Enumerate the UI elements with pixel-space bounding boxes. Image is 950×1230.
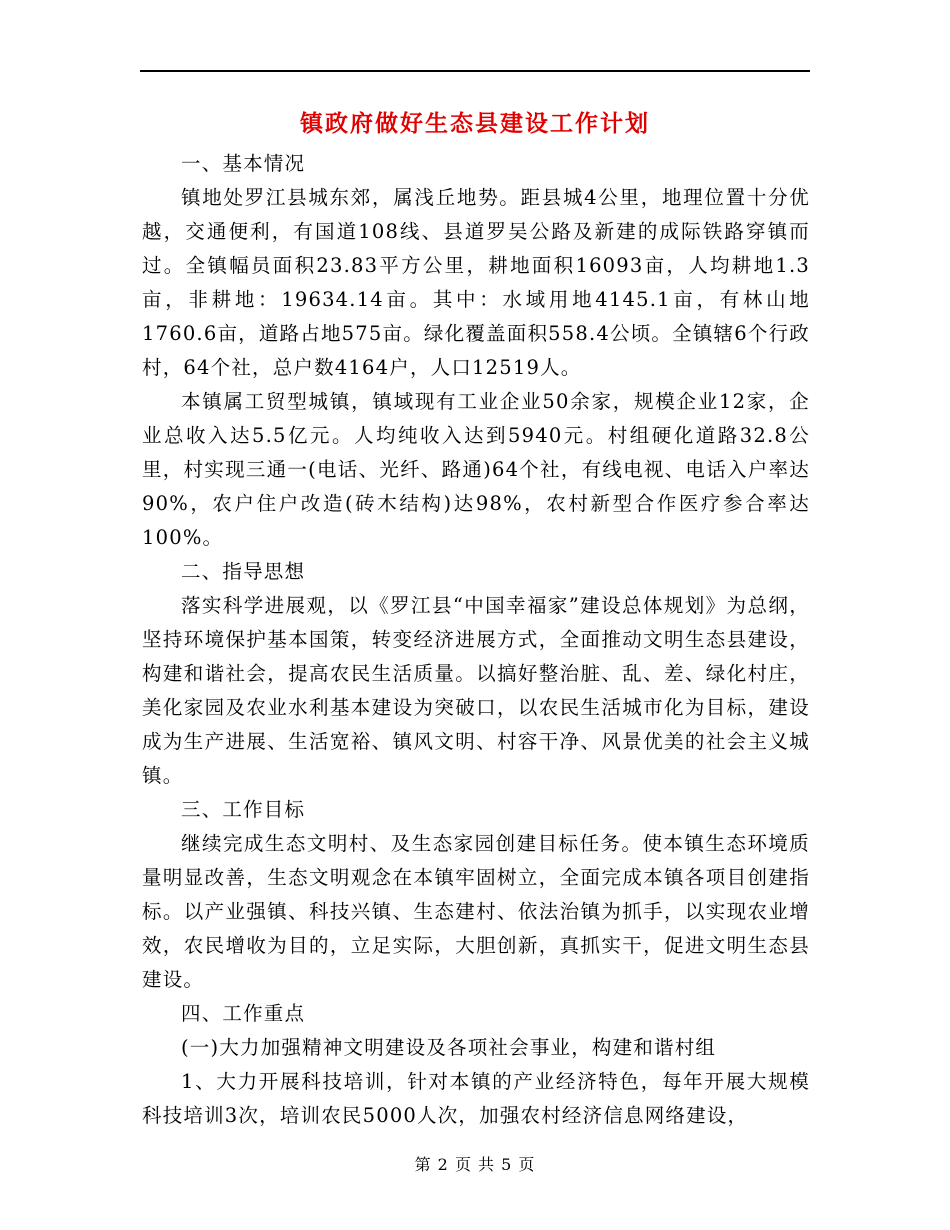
paragraph: 本镇属工贸型城镇，镇域现有工业企业50余家，规模企业12家，企业总收入达5.5亿元。人均纯收入达到5940元。村组硬化道路32.8公里，村实现三通一(电话、光纤、路通)64个社，有线电视、电话入户率达90%，农户住户改造(砖木结构)达98%，农村新型合作医疗参合率达100%。: [142, 390, 810, 549]
document-title: 镇政府做好生态县建设工作计划: [300, 110, 650, 137]
section-heading-basic: 一、基本情况: [181, 152, 306, 175]
paragraph: 镇地处罗江县城东郊，属浅丘地势。距县城4公里，地理位置十分优越，交通便利，有国道108线、县道罗吴公路及新建的成际铁路穿镇而过。全镇幅员面积23.83平方公里，耕地面积16093亩，人均耕地1.3亩，非耕地：19634.14亩。其中：水域用地4145.1亩，有林山地1760.6亩，道路占地575亩。绿化覆盖面积558.4公顷。全镇辖6个行政村，64个社，总户数4164户，人口12519人。: [142, 186, 810, 379]
section-heading-guiding: 二、指导思想: [181, 560, 306, 583]
paragraph: 1、大力开展科技培训，针对本镇的产业经济特色，每年开展大规模科技培训3次，培训农民5000人次，加强农村经济信息网络建设，: [142, 1070, 810, 1127]
header-rule: [140, 70, 810, 72]
section-heading-goals: 三、工作目标: [181, 798, 306, 821]
section-heading-focus: 四、工作重点: [181, 1002, 306, 1025]
paragraph: 继续完成生态文明村、及生态家园创建目标任务。使本镇生态环境质量明显改善，生态文明观念在本镇牢固树立，全面完成本镇各项目创建指标。以产业强镇、科技兴镇、生态建村、依法治镇为抓手，以实现农业增效，农民增收为目的，立足实际，大胆创新，真抓实干，促进文明生态县建设。: [142, 832, 810, 991]
sub-heading: (一)大力加强精神文明建设及各项社会事业，构建和谐村组: [181, 1036, 717, 1059]
document-body: [142, 147, 810, 1133]
page-footer: 第 2 页 共 5 页: [414, 1155, 536, 1174]
paragraph: 落实科学进展观，以《罗江县“中国幸福家”建设总体规划》为总纲，坚持环境保护基本国策，转变经济进展方式，全面推动文明生态县建设，构建和谐社会，提高农民生活质量。以搞好整治脏、乱、差、绿化村庄，美化家园及农业水利基本建设为突破口，以农民生活城市化为目标，建设成为生产进展、生活宽裕、镇风文明、村容干净、风景优美的社会主义城镇。: [142, 594, 810, 787]
